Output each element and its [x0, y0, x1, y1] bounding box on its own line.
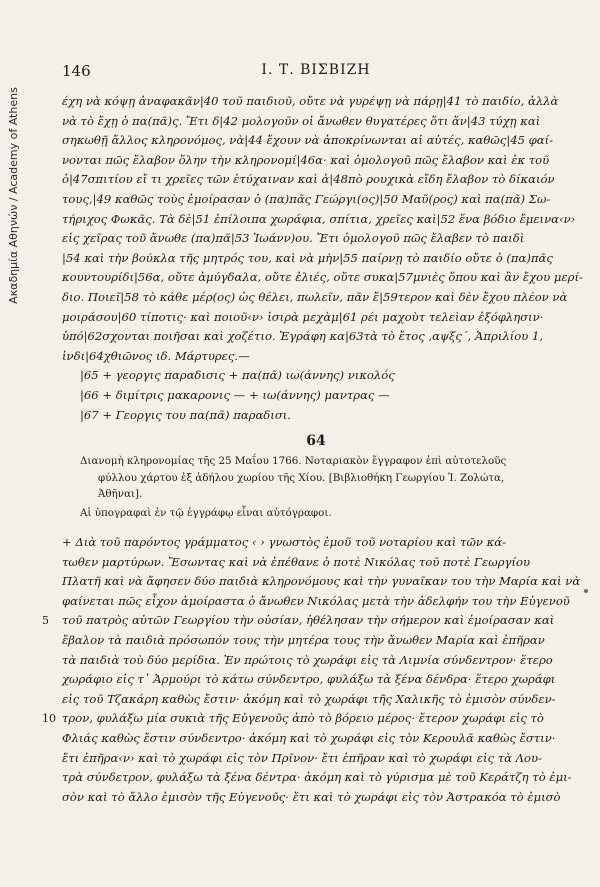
text-line-content: τρον, φυλάξω μία συκιὰ τῆς Εὐγενοῦς ἀπὸ τὸ βόρειο μέρος· ἕτερον χωράφι εἰς τὸ [62, 711, 544, 726]
text-line: νὰ τὸ ἔχῃ ὁ πα(πᾶ)ς. Ἔτι δ|42 μολογοῦν οἱ ἄνωθεν θυγατέρες ὅτι ἄν|43 τύχῃ καὶ [62, 113, 541, 128]
text-line: εἰς τοῦ Τζακάρη καθὼς ἔστιν· ἀκόμη καὶ τὸ χωράφι τῆς Χαλικῆς τὸ ἐμισὸν σύνδεν- [62, 691, 556, 706]
page-header [62, 62, 570, 84]
text-line: εἰς χεῖρας τοῦ ἄνωθε (πα)πᾶ|53 Ἰωάνν)ου. Ἔτι ὁμολογοῦ πῶς ἔλαβεν τὸ παιδὶ [62, 231, 525, 246]
signature-note: Αἱ ὑπογραφαὶ ἐν τῷ ἐγγράφῳ εἶναι αὐτόγραφοι. [80, 506, 332, 519]
running-title: Ι. Τ. ΒΙΣΒΙΖΗ [261, 62, 371, 78]
text-line: ἔβαλον τὰ παιδιὰ πρόσωπόν τους τὴν μητέρα τους τὴν ἄνωθεν Μαρία καὶ ἐπῆραν [62, 633, 545, 648]
academy-watermark [2, 40, 24, 350]
text-line: + Διὰ τοῦ παρόντος γράμματος ‹ › γνωστὸς ἐμοῦ τοῦ νοταρίου καὶ τῶν κά- [62, 535, 506, 550]
text-line: Πλατῆ καὶ νὰ ἄφησεν δύο παιδιὰ κληρονόμους καὶ τὴν γυναῖκαν του τὴν Μαρία καὶ νὰ [62, 574, 581, 589]
text-line: σὸν καὶ τὸ ἄλλο ἐμισὸν τῆς Εὐγενοῦς· ἔτι καὶ τὸ χωράφι εἰς τὸν Ἀστρακόα τὸ ἐμισὸ [62, 789, 561, 804]
summary-line: φύλλου χάρτου ἐξ ἀδήλου χωρίου τῆς Χίου. [Βιβλιοθήκη Γεωργίου Ἰ. Ζολώτα, [98, 471, 505, 484]
watermark-text: Ακαδημία Αθηνών / Academy of Athens [6, 86, 20, 304]
text-line: Φλιάς καθὼς ἔστιν σύνδεντρο· ἀκόμη καὶ τὸ χωράφι εἰς τὸν Κερουλᾶ καθὼς ἔστιν· [62, 731, 556, 746]
text-line [42, 611, 570, 631]
text-line: ἰνδι|64χθιῶνος ιδ. Μάρτυρες.— [62, 348, 250, 363]
margin-line-number: 10 [42, 712, 56, 726]
document-number: 64 [306, 433, 326, 450]
text-line: τους,|49 καθῶς τοὺς ἐμοίρασαν ὁ (πα)πᾶς Γεώργι(ος)|50 Μαῦ(ρος) καὶ πα(πᾶ) Σω- [62, 191, 551, 206]
summary-line: Ἀθῆναι]. [98, 488, 143, 501]
text-line: σηκωθῇ ἄλλος κληρονόμος, νὰ|44 ἔχουν νὰ ἀποκρίνωνται αἱ αὐτές, καθῶς|45 φαί- [62, 133, 554, 148]
document-body [42, 533, 581, 807]
signature-line: |65 + γεοργις παραδισις + πα(πᾶ) ιω(άννης) νικολός [80, 368, 395, 383]
page-number: 146 [62, 62, 91, 80]
text-line: ἔτι ἐπῆρα‹ν› καὶ τὸ χωράφι εἰς τὸν Πρῖνον· ἔτι ἐπῆραν καὶ τὸ χωράφι εἰς τὰ Λου- [62, 750, 542, 765]
text-line: μοιράσου|60 τίποτις· καὶ ποιοῦ‹ν› ἰσιρὰ μεχὰμ|61 ρέι μαχοὺτ τελεὶαν ἐξόφλησιν· [62, 309, 544, 324]
text-line: χωράφιο εἰς τ᾽ Ἀρμούρι τὸ κάτω σύνδεντρο, φυλάξω τὰ ξένα δένδρα· ἕτερο χωράφι [62, 672, 556, 687]
page [42, 62, 583, 807]
text-line [42, 709, 570, 729]
text-line: τωθεν μαρτύρων. Ἔσωντας καὶ νὰ ἐπέθανε ὁ ποτὲ Νικόλας τοῦ ποτὲ Γεωργίου [62, 554, 531, 569]
text-line: ὁ|47σπιτίου εἴ τι χρεῖες τῶν ἐτύχαιναν καὶ ἀ|48πὸ ρουχικὰ εἴδη ἔλαβον τὸ δίκαιόν [62, 172, 555, 187]
text-line: έχη νὰ κόψῃ ἀναφακᾶν|40 τοῦ παιδιοῦ, οὔτε νὰ γυρέψῃ νὰ πάρῃ|41 τὸ παιδίο, ἀλλὰ [62, 94, 559, 108]
text-line: κουντουρίδι|56α, οὔτε ἀμύγδαλα, οὔτε ἐλιές, οὔτε συκα|57μνιὲς ὅπου καὶ ἂν ἔχου μερί- [62, 270, 583, 285]
signature-line: |66 + διμίτρις μακαρονις — + ιω(άννης) μαντρας — [80, 387, 390, 402]
text-line: τρὰ σύνδετρον, φυλάξω τὰ ξένα δέντρα· ἀκόμη καὶ τὸ γύρισμα μὲ τοῦ Κεράτζη τὸ ἐμι- [62, 770, 572, 785]
document-summary [62, 453, 570, 521]
text-line: διο. Ποιεῖ|58 τὸ κάθε μέρ(ος) ὡς θέλει, πωλεῖν, πᾶν ἔ|59τερον καὶ δὲν ἔχου πλέον νὰ [62, 289, 568, 304]
text-line: ὑπό|62σχονται ποιῆσαι καὶ χοζέτιο. Ἐγράφη κα|63τὰ τὸ ἔτος ,αψξς΄, Ἀπριλίου 1, [62, 329, 544, 344]
summary-line: Διανομὴ κληρονομίας τῆς 25 Μαΐου 1766. Νοταριακὸν ἔγγραφον ἐπὶ αὐτοτελοῦς [80, 455, 507, 468]
previous-document-text [62, 92, 583, 425]
text-line: τὰ παιδιὰ τοὺ δύο μερίδια. Ἐν πρώτοις τὸ χωράφι εἰς τὰ Λιμνία σύνδεντρον· ἕτερο [62, 652, 553, 667]
text-line-content: τοῦ πατρὸς αὐτῶν Γεωργίου τὴν οὐσίαν, ἠθέλησαν τὴν σήμερον καὶ ἐμοίρασαν καὶ [62, 613, 555, 628]
text-line: νονται πῶς ἔλαβον ὅλην τὴν κληρονομί|46α· καὶ ὁμολογοῦ πῶς ἔλαβον καὶ ἐκ τοῦ [62, 152, 550, 167]
text-line: τήριχος Φωκᾶς. Τὰ δὲ|51 ἐπίλοιπα χωράφια, σπίτια, χρεῖες καὶ|52 ἕνα βόδιο ἔμεινα‹ν› [62, 211, 576, 226]
ink-spot [584, 589, 588, 593]
margin-line-number: 5 [42, 614, 49, 628]
text-line: |54 καὶ τὴν βούκλα τῆς μητρός του, καὶ νὰ μὴν|55 παίρνῃ τὸ παιδίο οὔτε ὁ (πα)πᾶς [62, 250, 553, 265]
signature-line: |67 + Γεοργις του πα(πᾶ) παραδισι. [80, 407, 291, 422]
text-line: φαίνεται πῶς εἶχον ἀμοίραστα ὁ ἄνωθεν Νικόλας μετὰ τὴν ἀδελφήν του τὴν Εὐγενοῦ [62, 593, 570, 608]
